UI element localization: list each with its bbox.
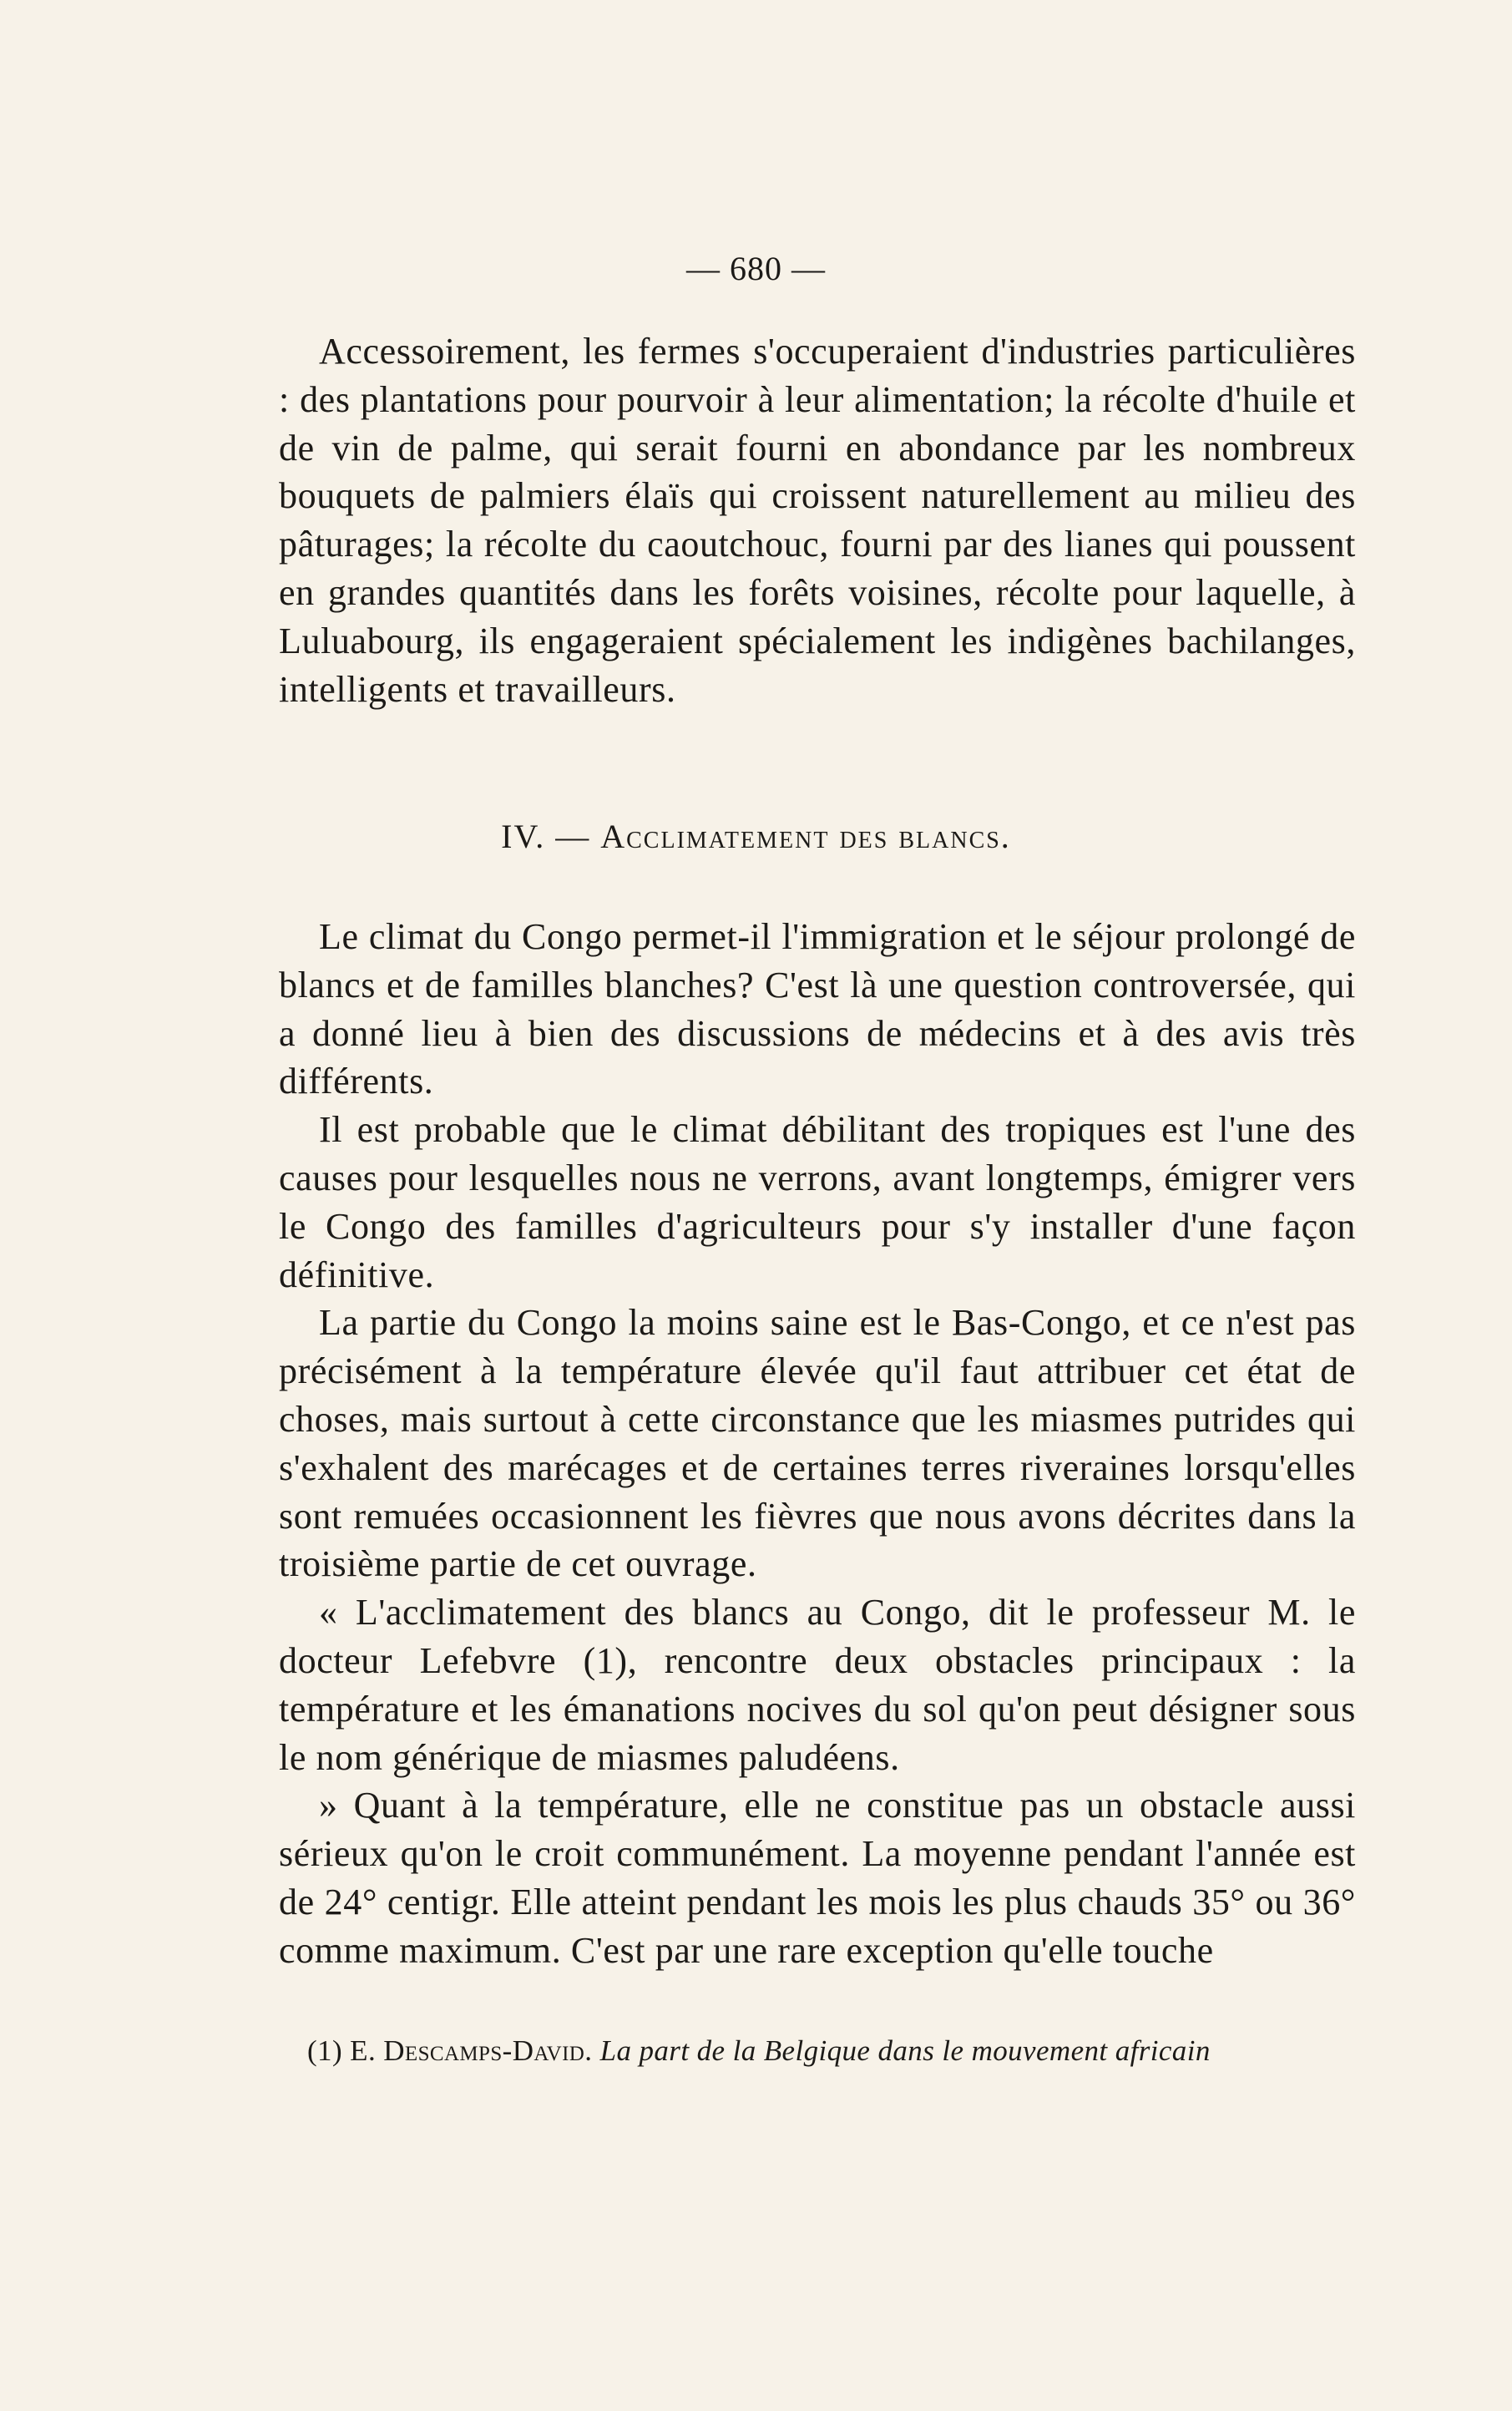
section-title: Acclimatement des blancs.: [600, 818, 1011, 855]
main-text-block: [279, 913, 1356, 1975]
paragraph: » Quant à la température, elle ne constitue pas un obstacle aussi sérieux qu'on le croit communément. La moyenne pendant l'année est de 24° centigr. Elle atteint pendant les mois les plus chauds 35° ou 36° comme maximum. C'est par une rare exception qu'elle touche: [279, 1785, 1356, 1971]
intro-text-block: [279, 327, 1356, 713]
paragraph: Le climat du Congo permet-il l'immigration et le séjour prolongé de blancs et de familles blanches? C'est là une question controversée, qui a donné lieu à bien des discussions de médecins et à des avis très différents.: [279, 916, 1356, 1102]
footnote: [307, 2034, 1351, 2068]
section-heading: [0, 817, 1512, 856]
footnote-marker: (1): [307, 2034, 343, 2067]
footnote-title: La part de la Belgique dans le mouvement africain: [599, 2034, 1211, 2067]
paragraph: Il est probable que le climat débilitant des tropiques est l'une des causes pour lesquelles nous ne verrons, avant longtemps, émigrer vers le Congo des familles d'agriculteurs pour s'y installer d'une façon définitive.: [279, 1109, 1356, 1295]
footnote-author: E. Descamps-David.: [350, 2034, 593, 2067]
page-number: — 680 —: [686, 250, 826, 287]
section-number: IV. —: [501, 818, 591, 855]
paragraph: « L'acclimatement des blancs au Congo, dit le professeur M. le docteur Lefebvre (1), rencontre deux obstacles principaux : la température et les émanations nocives du sol qu'on peut désigner sous le nom générique de miasmes paludéens.: [279, 1592, 1356, 1778]
paragraph: La partie du Congo la moins saine est le Bas-Congo, et ce n'est pas précisément à la température élevée qu'il faut attribuer cet état de choses, mais surtout à cette circonstance que les miasmes putrides qui s'exhalent des marécages et de certaines terres riveraines lorsqu'elles sont remuées occasionnent les fièvres que nous avons décrites dans la troisième partie de cet ouvrage.: [279, 1302, 1356, 1585]
paragraph: Accessoirement, les fermes s'occuperaient d'industries particulières : des plantations pour pourvoir à leur alimentation; la récolte d'huile et de vin de palme, qui serait fourni en abondance par les nombreux bouquets de palmiers élaïs qui croissent naturellement au milieu des pâturages; la récolte du caoutchouc, fourni par des lianes qui poussent en grandes quantités dans les forêts voisines, récolte pour laquelle, à Luluabourg, ils engageraient spécialement les indigènes bachilanges, intelligents et travailleurs.: [279, 331, 1356, 710]
